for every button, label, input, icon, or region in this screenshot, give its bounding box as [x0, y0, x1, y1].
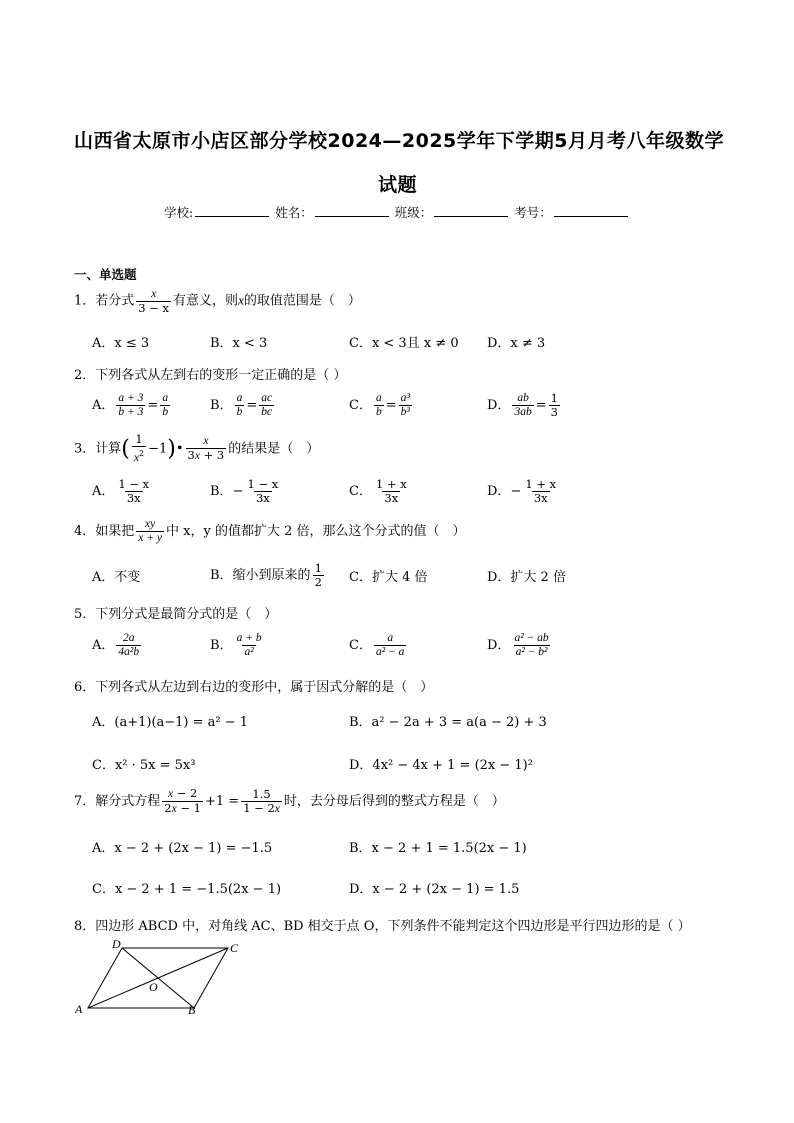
frac-den: 2 — [314, 575, 322, 589]
frac-num: 1 − x — [247, 477, 279, 491]
vertex-label-a: A — [75, 1002, 83, 1016]
fraction — [186, 435, 227, 463]
question-text: 中 x，y 的值都扩大 2 倍，那么这个分式的值（ ） — [166, 524, 466, 539]
math-paren: ( — [121, 436, 130, 462]
frac-den: a² − a — [375, 646, 405, 658]
frac-den: b³ — [400, 406, 410, 418]
option-a[interactable]: A．(a+1)(a−1) = a² − 1 — [92, 715, 249, 730]
frac-num: a² − ab — [514, 632, 549, 644]
option-label: A． — [92, 638, 115, 653]
option-c[interactable]: C．扩大 4 倍 — [349, 570, 428, 585]
fraction — [259, 392, 274, 419]
question-text: 解分式方程 — [95, 794, 161, 809]
class-label: 班级： — [394, 205, 433, 220]
frac-num: a + b — [236, 632, 262, 644]
frac-den: 3x — [384, 491, 399, 505]
fraction — [235, 392, 245, 419]
frac-num: xy — [145, 518, 156, 530]
frac-num: 1 — [135, 432, 143, 446]
question-5 — [74, 603, 277, 622]
frac-num: a — [236, 392, 243, 404]
fraction — [512, 632, 550, 659]
frac-den: 1 − 2x — [243, 800, 280, 815]
vertex-label-d: D — [112, 937, 121, 951]
option-a[interactable]: A．不变 — [92, 570, 141, 585]
fraction — [523, 478, 558, 505]
frac-den: b + 3 — [118, 406, 144, 418]
name-label: 姓名： — [275, 205, 313, 220]
fraction — [399, 392, 412, 419]
vertex-label-b: B — [188, 1003, 196, 1017]
option-b[interactable]: B． $\frac{a}{b}$ = $\frac{ac}{bc}$ — [210, 392, 273, 418]
option-label: B． — [210, 638, 233, 653]
option-d[interactable]: D．x − 2 + (2x − 1) = 1.5 — [349, 882, 520, 897]
question-number: 6． — [74, 680, 96, 695]
frac-num: x − 2 — [167, 786, 198, 800]
frac-den: 3 — [550, 405, 558, 419]
center-label-o: O — [149, 980, 158, 994]
option-a[interactable] — [92, 632, 143, 659]
option-label: B． — [210, 484, 233, 499]
question-1 — [74, 287, 361, 315]
parallelogram-figure — [70, 935, 250, 1020]
question-text: 的结果是（ ） — [228, 441, 320, 457]
student-info-row — [164, 203, 630, 221]
fraction — [374, 392, 384, 419]
question-number: 3． — [74, 441, 96, 457]
frac-den: a² − b² — [515, 646, 548, 658]
option-text: B．缩小到原来的 — [210, 568, 311, 583]
question-text: 计算 — [95, 441, 122, 457]
frac-num: x — [151, 288, 157, 300]
frac-num: 1 − x — [118, 477, 150, 491]
frac-den: $x^2$ — [132, 446, 146, 465]
option-c[interactable]: C． $\frac{a}{b}$ = $\frac{\text{a³}}{\text{b³}}$ — [349, 392, 410, 418]
school-label: 学校: — [164, 205, 194, 220]
frac-den: 3x — [533, 491, 548, 505]
frac-den: b — [375, 406, 382, 418]
frac-num: 2a — [122, 632, 135, 644]
vertex-label-c: C — [230, 941, 239, 955]
question-text: 下列分式是最简分式的是（ ） — [95, 607, 278, 622]
frac-den: x + y — [138, 532, 163, 544]
fraction — [235, 632, 264, 659]
frac-num: 1 — [314, 561, 322, 575]
diagonal-bd — [122, 948, 194, 1008]
question-text: 如果把 — [95, 524, 135, 539]
option-label: C． — [349, 398, 372, 413]
option-b[interactable] — [210, 562, 326, 589]
option-b[interactable]: B．x − 2 + 1 = 1.5(2x − 1) — [349, 841, 527, 856]
fraction — [136, 518, 164, 545]
fraction — [512, 392, 533, 419]
question-7 — [74, 787, 505, 816]
option-a[interactable]: A． $\frac{a + 3}{b + 3}$ = $\frac{a}{b}$ — [92, 392, 169, 418]
fraction — [313, 562, 324, 589]
sign: − — [510, 484, 522, 499]
frac-den: 3ab — [514, 406, 532, 418]
question-4 — [74, 518, 466, 545]
fraction — [116, 478, 151, 505]
option-a[interactable]: A．x ≤ 3 — [92, 336, 150, 351]
frac-den: 4a²b — [118, 646, 140, 658]
frac-num: x — [203, 434, 209, 447]
frac-den: b — [162, 406, 169, 418]
question-text: 若分式 — [95, 293, 135, 309]
option-d[interactable] — [487, 478, 560, 505]
option-c[interactable]: C．x − 2 + 1 = −1.5(2x − 1) — [92, 882, 282, 897]
frac-den: a² — [244, 646, 254, 658]
frac-num: a³ — [400, 392, 410, 404]
frac-num: a + 3 — [118, 392, 144, 404]
question-text: 时，去分母后得到的整式方程是（ ） — [283, 794, 505, 809]
option-label: D． — [487, 398, 511, 413]
option-label: C． — [349, 484, 372, 499]
frac-den: 2x − 1 — [164, 801, 201, 815]
option-b[interactable]: B．x < 3 — [210, 336, 268, 351]
frac-num: ab — [517, 392, 529, 404]
fraction — [116, 632, 141, 659]
fraction — [136, 287, 171, 315]
math-text: +1 = — [205, 794, 240, 809]
question-number: 5． — [74, 607, 96, 622]
option-a[interactable]: A．x − 2 + (2x − 1) = −1.5 — [92, 841, 273, 856]
frac-num: 1 + x — [375, 477, 407, 491]
question-number: 2． — [74, 368, 96, 383]
school-blank[interactable] — [195, 204, 269, 217]
frac-den: bc — [261, 406, 273, 418]
frac-den: 3 − x — [138, 301, 170, 315]
option-d[interactable]: D． $\frac{ab}{3ab}$ = $\frac{1}{3}$ — [487, 391, 558, 419]
math-text: • — [175, 441, 184, 457]
option-c[interactable] — [349, 632, 408, 659]
option-d[interactable]: D．4x² − 4x + 1 = (2x − 1)² — [349, 758, 533, 773]
question-2 — [74, 364, 346, 383]
fraction — [116, 392, 145, 419]
option-d[interactable]: D．扩大 2 倍 — [487, 570, 566, 585]
option-label: A． — [92, 398, 115, 413]
frac-den: b — [236, 406, 243, 418]
question-number: 1． — [74, 293, 96, 309]
fraction — [374, 478, 409, 505]
name-blank[interactable] — [315, 204, 389, 217]
option-c[interactable]: C．x² · 5x = 5x³ — [92, 758, 196, 773]
option-c[interactable]: C．x < 3且 x ≠ 0 — [349, 336, 459, 351]
page-title-line2: 试题 — [378, 174, 418, 196]
frac-num: a — [387, 632, 394, 644]
frac-num: a — [162, 392, 169, 404]
question-text: 下列各式从左边到右边的变形中，属于因式分解的是（ ） — [95, 680, 434, 695]
fraction — [132, 433, 146, 465]
fraction — [160, 392, 170, 419]
option-label: C． — [349, 638, 372, 653]
page-title: 山西省太原市小店区部分学校2024—2025学年下学期5月月考八年级数学 — [74, 130, 724, 152]
option-d[interactable]: D．x ≠ 3 — [487, 336, 546, 351]
option-label: B． — [210, 398, 233, 413]
option-label: D． — [487, 484, 511, 499]
option-label: A． — [92, 484, 115, 499]
option-label: D． — [487, 638, 511, 653]
option-b[interactable]: B．a² − 2a + 3 = a(a − 2) + 3 — [349, 715, 547, 730]
frac-num: ac — [261, 392, 273, 404]
fraction — [162, 787, 203, 816]
math-text: −1 — [148, 441, 168, 457]
sign: − — [232, 484, 244, 499]
section-heading: 一、单选题 — [74, 267, 137, 282]
frac-num: 1 — [550, 391, 558, 405]
math-paren: ) — [167, 436, 176, 462]
question-6 — [74, 676, 433, 695]
frac-den: 3x — [255, 491, 270, 505]
option-c[interactable] — [349, 478, 411, 505]
frac-num: 1 + x — [525, 477, 557, 491]
option-b[interactable] — [210, 632, 266, 659]
question-number: 4． — [74, 524, 96, 539]
fraction — [245, 478, 280, 505]
question-8 — [74, 915, 691, 934]
question-number: 7． — [74, 794, 96, 809]
frac-den: 3x + 3 — [187, 447, 225, 462]
question-text: 下列各式从左到右的变形一定正确的是（ ） — [95, 368, 347, 383]
question-text: 有意义，则 — [173, 293, 239, 309]
question-text: 四边形 ABCD 中，对角线 AC、BD 相交于点 O，下列条件不能判定这个四边形是平行四边形的是（ ） — [95, 919, 691, 934]
class-blank[interactable] — [434, 204, 508, 217]
frac-num: 1.5 — [252, 786, 271, 801]
frac-den: 3x — [126, 491, 141, 505]
option-a[interactable] — [92, 478, 153, 505]
number-blank[interactable] — [554, 204, 628, 217]
variable: x — [238, 292, 244, 308]
number-label: 考号： — [514, 205, 552, 220]
fraction — [241, 788, 282, 816]
option-b[interactable] — [210, 478, 282, 505]
question-text: 的取值范围是（ ） — [243, 293, 361, 309]
option-d[interactable] — [487, 632, 553, 659]
fraction — [549, 392, 560, 419]
frac-num: a — [375, 392, 382, 404]
fraction — [374, 632, 406, 659]
question-number: 8． — [74, 919, 96, 934]
question-3 — [74, 433, 319, 465]
